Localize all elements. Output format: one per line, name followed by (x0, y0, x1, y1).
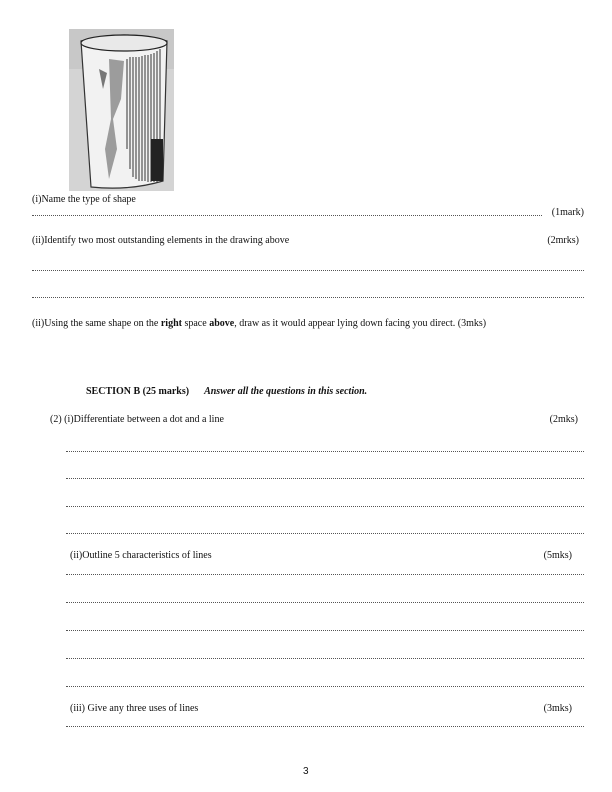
answer-line[interactable] (66, 602, 584, 603)
answer-line[interactable] (66, 506, 584, 507)
question-1i: (i)Name the type of shape (32, 194, 136, 205)
answer-line[interactable] (66, 686, 584, 687)
answer-line[interactable] (66, 451, 584, 452)
cylinder-photo (69, 29, 174, 191)
emphasis-above: above (209, 318, 235, 329)
question-2i: (2) (i)Differentiate between a dot and a line (50, 414, 224, 425)
question-text: space (181, 318, 210, 329)
question-1iii (32, 318, 486, 329)
question-1ii: (ii)Identify two most outstanding elements in the drawing above (32, 235, 290, 246)
marks-label: (3mks) (543, 703, 572, 714)
marks-label: (2mks) (549, 414, 578, 425)
page-number: 3 (303, 766, 309, 777)
marks-label: (5mks) (543, 550, 572, 561)
emphasis-right: right (160, 318, 182, 329)
marks-label: (1mark) (551, 207, 584, 218)
section-b-instruction: Answer all the questions in this section. (204, 386, 368, 397)
answer-line[interactable] (66, 478, 584, 479)
question-text: , draw as it would appear lying down facing you direct. (3mks) (234, 318, 487, 329)
question-2ii: (ii)Outline 5 characteristics of lines (70, 550, 212, 561)
marks-label: (2mrks) (547, 235, 579, 246)
section-b-header (86, 386, 367, 397)
question-2iii: (iii) Give any three uses of lines (70, 703, 199, 714)
section-b-title: SECTION B (25 marks) (86, 386, 190, 397)
answer-line[interactable] (66, 658, 584, 659)
answer-line[interactable] (66, 533, 584, 534)
answer-line[interactable] (66, 630, 584, 631)
answer-line[interactable] (66, 726, 584, 727)
answer-line[interactable] (32, 297, 584, 298)
question-text: (ii)Using the same shape on the (32, 318, 161, 329)
answer-line[interactable] (32, 215, 542, 216)
answer-line[interactable] (66, 574, 584, 575)
answer-line[interactable] (32, 270, 584, 271)
